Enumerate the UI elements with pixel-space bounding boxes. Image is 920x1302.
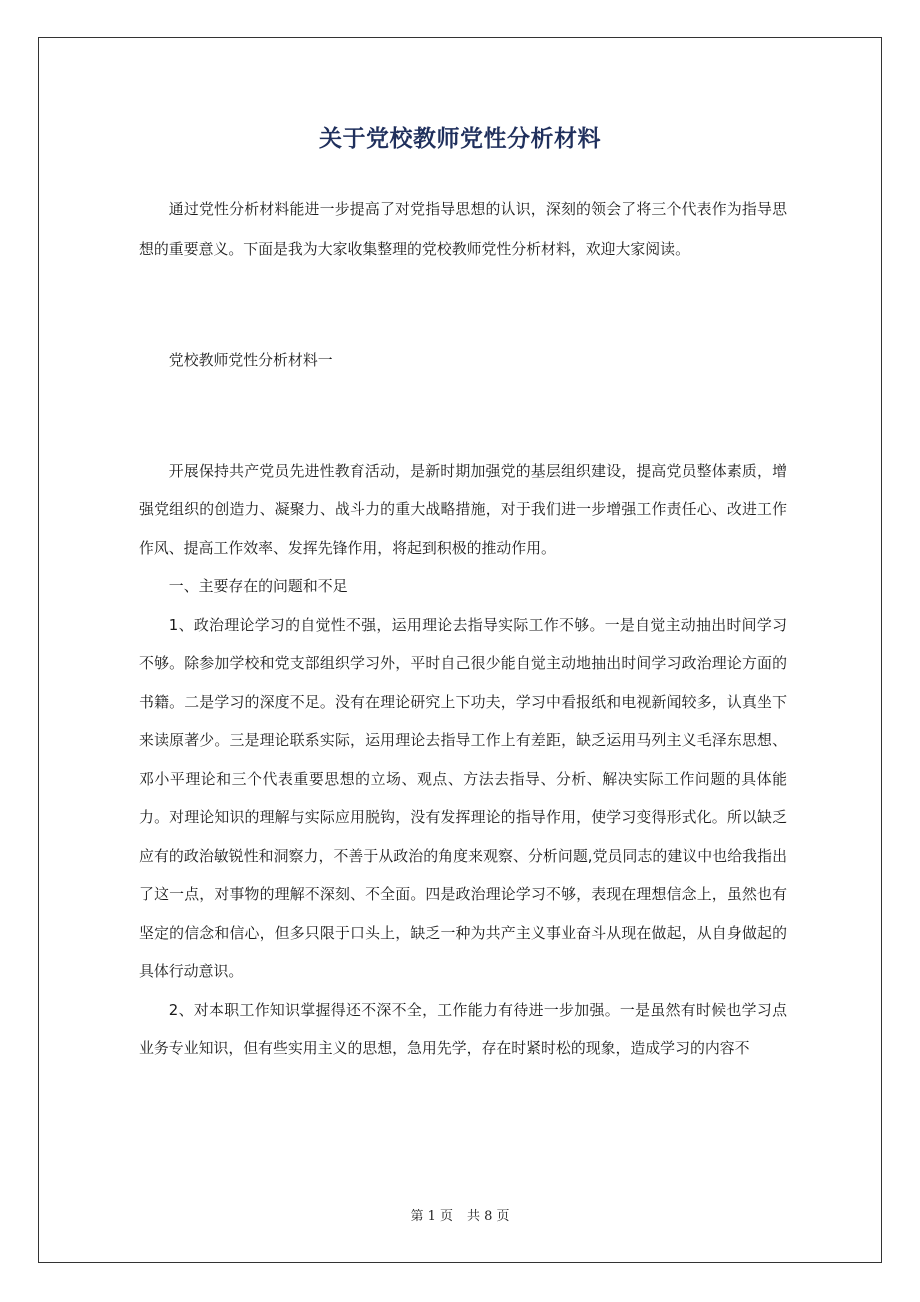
body-paragraph: 开展保持共产党员先进性教育活动，是新时期加强党的基层组织建设，提高党员整体素质，增强党组织的创造力、凝聚力、战斗力的重大战略措施，对于我们进一步增强工作责任心、改进工作作风、提高工作效率、发挥先锋作用，将起到积极的推动作用。	[139, 461, 787, 557]
page-footer	[0, 1205, 920, 1224]
subsection-heading: 一、主要存在的问题和不足	[168, 577, 348, 595]
document-title: 关于党校教师党性分析材料	[319, 126, 601, 152]
body-paragraph: 2、对本职工作知识掌握得还不深不全，工作能力有待进一步加强。一是虽然有时候也学习点业务专业知识，但有些实用主义的思想，急用先学，存在时紧时松的现象，造成学习的内容不	[139, 1000, 787, 1057]
intro-paragraph: 通过党性分析材料能进一步提高了对党指导思想的认识，深刻的领会了将三个代表作为指导思想的重要意义。下面是我为大家收集整理的党校教师党性分析材料，欢迎大家阅读。	[139, 200, 787, 258]
page-total: 共 8 页	[467, 1209, 510, 1224]
document-body	[139, 190, 787, 1068]
body-paragraph: 1、政治理论学习的自觉性不强，运用理论去指导实际工作不够。一是自觉主动抽出时间学习不够。除参加学校和党支部组织学习外，平时自己很少能自觉主动地抽出时间学习政治理论方面的书籍。二是学习的深度不足。没有在理论研究上下功夫，学习中看报纸和电视新闻较多，认真坐下来读原著少。三是理论联系实际，运用理论去指导工作上有差距，缺乏运用马列主义毛泽东思想、邓小平理论和三个代表重要思想的立场、观点、方法去指导、分析、解决实际工作问题的具体能力。对理论知识的理解与实际应用脱钩，没有发挥理论的指导作用，使学习变得形式化。所以缺乏应有的政治敏锐性和洞察力，不善于从政治的角度来观察、分析问题,党员同志的建议中也给我指出了这一点，对事物的理解不深刻、不全面。四是政治理论学习不够，表现在理想信念上，虽然也有坚定的信念和信心，但多只限于口头上，缺乏一种为共产主义事业奋斗从现在做起，从自身做起的具体行动意识。	[139, 615, 787, 980]
page-number: 第 1 页	[410, 1209, 453, 1224]
section-heading: 党校教师党性分析材料一	[168, 351, 333, 369]
